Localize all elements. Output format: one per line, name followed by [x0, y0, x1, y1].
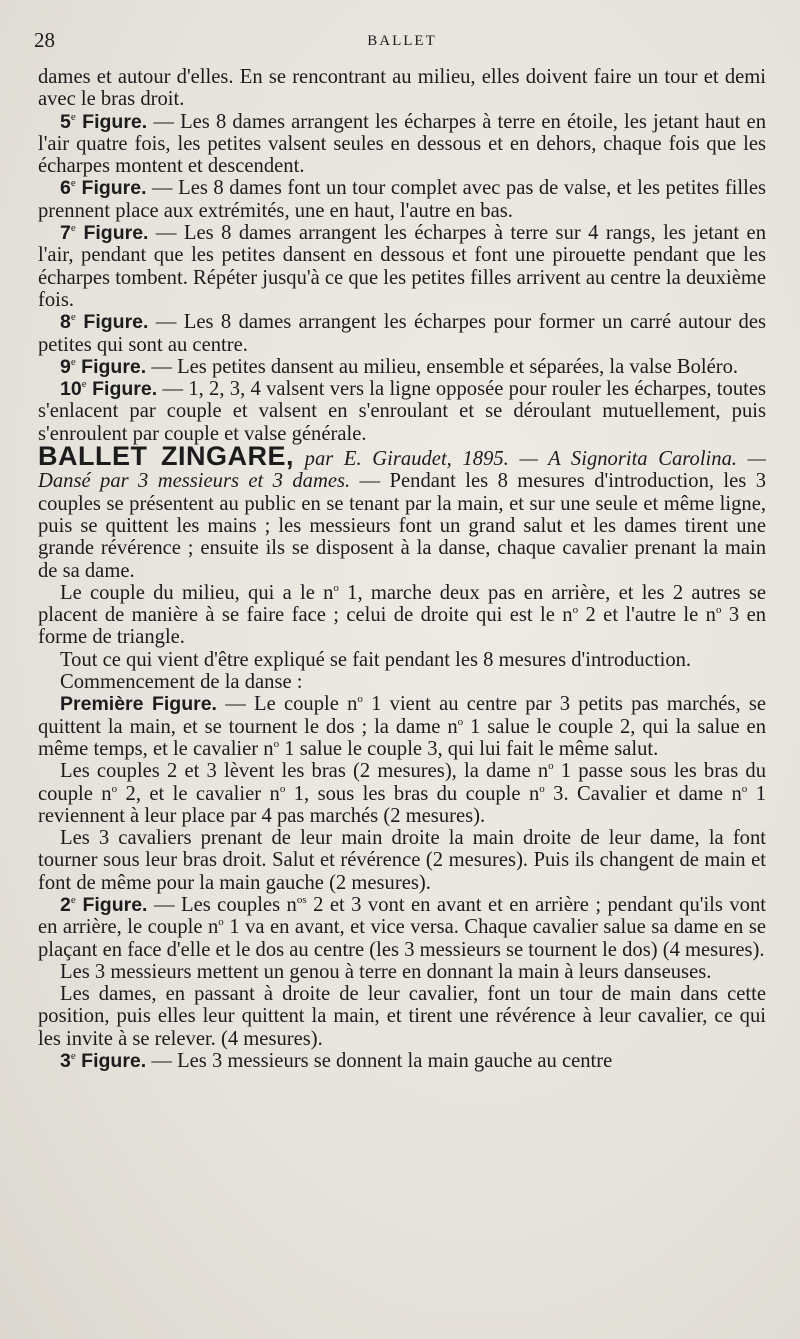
superscript: e — [81, 378, 87, 391]
text-run: Commencement de la danse : — [60, 671, 303, 694]
superscript: o — [539, 782, 545, 795]
text-run: 3 en forme de triangle. — [38, 604, 767, 649]
superscript: e — [70, 110, 76, 123]
text-run: — Les 8 dames arrangent les écharpes à terre en étoile, les jetant haut en l'air quatre fois, les petites valsent seules en dessous et en dehors, chaque fois que les écharpes montent et descendent. — [38, 110, 766, 178]
text-run: 1 va en avant, et vice versa. Chaque cavalier salue sa dame en se plaçant en face d'elle et le dos au centre (les 3 messieurs se tournent le dos) (4 mesures). — [38, 916, 766, 961]
superscript: o — [333, 581, 339, 594]
superscript: e — [70, 356, 76, 368]
body-text — [38, 66, 766, 1072]
superscript: o — [741, 782, 748, 795]
text-run: Les couples 2 et 3 lèvent les bras (2 mesures), la dame n — [60, 760, 549, 783]
superscript: e — [70, 1050, 76, 1063]
page-number: 28 — [34, 28, 55, 52]
superscript: o — [273, 738, 280, 751]
superscript: os — [296, 894, 307, 907]
text-run: — Les petites dansent au milieu, ensemble et séparées, la valse Boléro. — [146, 355, 739, 378]
text-run: Le couple du milieu, qui a le n — [60, 581, 334, 604]
text-run: 1 passe sous les bras du couple n — [38, 760, 766, 805]
superscript: o — [715, 604, 722, 617]
text-run: 1 salue le couple 2, qui la salue en même temps, et le cavalier n — [38, 715, 766, 760]
text-run: Les 3 cavaliers prenant de leur main droite la main droite de leur dame, la font tourner sous leur bras droit. Salut et révérence (2 mesures). Puis ils changent de main et font de même pour la main gauche (2 mesures). — [38, 827, 766, 894]
text-run: — 1, 2, 3, 4 valsent vers la ligne opposée pour rouler les écharpes, toutes s'enlacent par couple et valsent en s'enroulant et se déroulant mutuellement, puis s'enroulent par couple et valse générale. — [38, 378, 766, 445]
paragraph — [38, 961, 766, 983]
text-run: — Le couple n — [216, 693, 358, 716]
text-run: — Pendant les 8 mesures d'introduction, les 3 couples se présentent au public en se tenant par la main, et sur une seule et même ligne, puis se quittent les mains ; les messieurs font un grand salut et les dames tirent une grande révérence ; ensuite ils se disposent à la danse, chaque cavalier prenant la main de sa dame. — [38, 470, 766, 582]
text-run: 3. Cavalier et dame n — [544, 782, 742, 805]
text-run: — Les 8 dames font un tour complet avec pas de valse, et les petites filles prennent place aux extrémités, une en haut, l'autre en bas. — [38, 177, 766, 222]
paragraph — [38, 66, 766, 111]
figure-heading: 7 — [60, 222, 71, 245]
paragraph — [38, 441, 766, 582]
page-header — [34, 22, 766, 66]
figure-heading: Figure. — [75, 893, 148, 916]
text-run: — Les 8 dames arrangent les écharpes pour former un carré autour des petites qui sont au centre. — [38, 311, 767, 356]
text-run: dames et autour d'elles. En se rencontrant au milieu, elles doivent faire un tour et demi avec le bras droit. — [38, 66, 766, 111]
paragraph — [38, 760, 766, 827]
text-run: — Les couples n — [147, 893, 297, 916]
paragraph — [38, 671, 766, 693]
figure-heading: 2 — [60, 893, 71, 916]
paragraph — [38, 649, 766, 671]
figure-heading: 10 — [60, 378, 82, 401]
figure-heading: Figure. — [75, 1050, 147, 1073]
superscript: o — [279, 782, 286, 795]
text-run: 1 salue le couple 3, qui lui fait le même salut. — [279, 737, 659, 760]
ballet-title: BALLET ZINGARE, — [38, 441, 294, 472]
figure-heading: Figure. — [75, 311, 149, 334]
figure-heading: Figure. — [75, 355, 147, 378]
text-run: Les dames, en passant à droite de leur cavalier, font un tour de main dans cette position, puis elles leur quittent la main, et tirent une révérence à leur cavalier, ce qui les invite à se relever. (4 mesures). — [38, 983, 766, 1050]
paragraph — [38, 983, 766, 1050]
superscript: o — [357, 693, 363, 706]
superscript: e — [70, 177, 76, 190]
superscript: e — [70, 894, 76, 907]
running-title: BALLET — [367, 33, 437, 49]
superscript: o — [572, 604, 579, 617]
figure-heading: Figure. — [75, 222, 149, 245]
paragraph — [38, 356, 766, 378]
superscript: o — [218, 916, 224, 929]
figure-heading: Figure. — [86, 378, 158, 401]
italic-run: par E. Giraudet, 1895. — A Signorita Carolina. — Dansé par 3 messieurs et 3 dames. — [38, 448, 766, 493]
paragraph — [38, 827, 766, 894]
figure-heading: 6 — [60, 177, 71, 200]
figure-heading: 9 — [60, 355, 71, 378]
paragraph — [38, 1050, 766, 1072]
superscript: e — [70, 222, 76, 235]
figure-heading: 5 — [60, 110, 71, 133]
text-run: 1 vient au centre par 3 petits pas marchés, se quittent la main, et se tournent le dos ; la dame n — [38, 693, 766, 738]
text-run: Les 3 messieurs mettent un genou à terre en donnant la main à leurs danseuses. — [60, 960, 712, 983]
superscript: e — [70, 311, 76, 324]
text-run: 2 et l'autre le n — [578, 604, 716, 627]
text-run: 2, et le cavalier n — [117, 782, 280, 805]
figure-heading: 3 — [60, 1050, 71, 1073]
paragraph — [38, 693, 766, 760]
paragraph — [38, 222, 766, 311]
figure-heading: Première Figure. — [60, 693, 217, 716]
superscript: o — [111, 782, 118, 795]
superscript: o — [548, 760, 554, 773]
text-run: 2 et 3 vont en avant et en arrière ; pendant qu'ils vont en arrière, le couple n — [38, 893, 766, 939]
paragraph — [38, 111, 766, 178]
paragraph — [38, 582, 766, 649]
paragraph — [38, 378, 766, 445]
text-run: — Les 8 dames arrangent les écharpes à terre sur 4 rangs, les jetant en l'air, pendant que les petites dansent en dessous et font une pirouette pendant que les écharpes tombent. Répéter jusqu'à ce que les petites filles arrivent au centre la deuxième fois. — [38, 222, 766, 311]
figure-heading: Figure. — [75, 177, 147, 200]
text-run: 1 reviennent à leur place par 4 pas marchés (2 mesures). — [38, 782, 766, 827]
text-run: 1, sous les bras du couple n — [285, 782, 540, 805]
text-run: 1, marche deux pas en arrière, et les 2 autres se placent de manière à se faire face ; celui de droite qui est le n — [38, 581, 766, 627]
paragraph — [38, 177, 766, 222]
text-run: — Les 3 messieurs se donnent la main gauche au centre — [146, 1050, 613, 1073]
text-run: Tout ce qui vient d'être expliqué se fait pendant les 8 mesures d'introduction. — [60, 648, 692, 671]
figure-heading: Figure. — [75, 110, 148, 133]
paragraph — [38, 311, 766, 356]
paragraph — [38, 894, 766, 961]
figure-heading: 8 — [60, 311, 71, 334]
superscript: o — [457, 715, 464, 728]
